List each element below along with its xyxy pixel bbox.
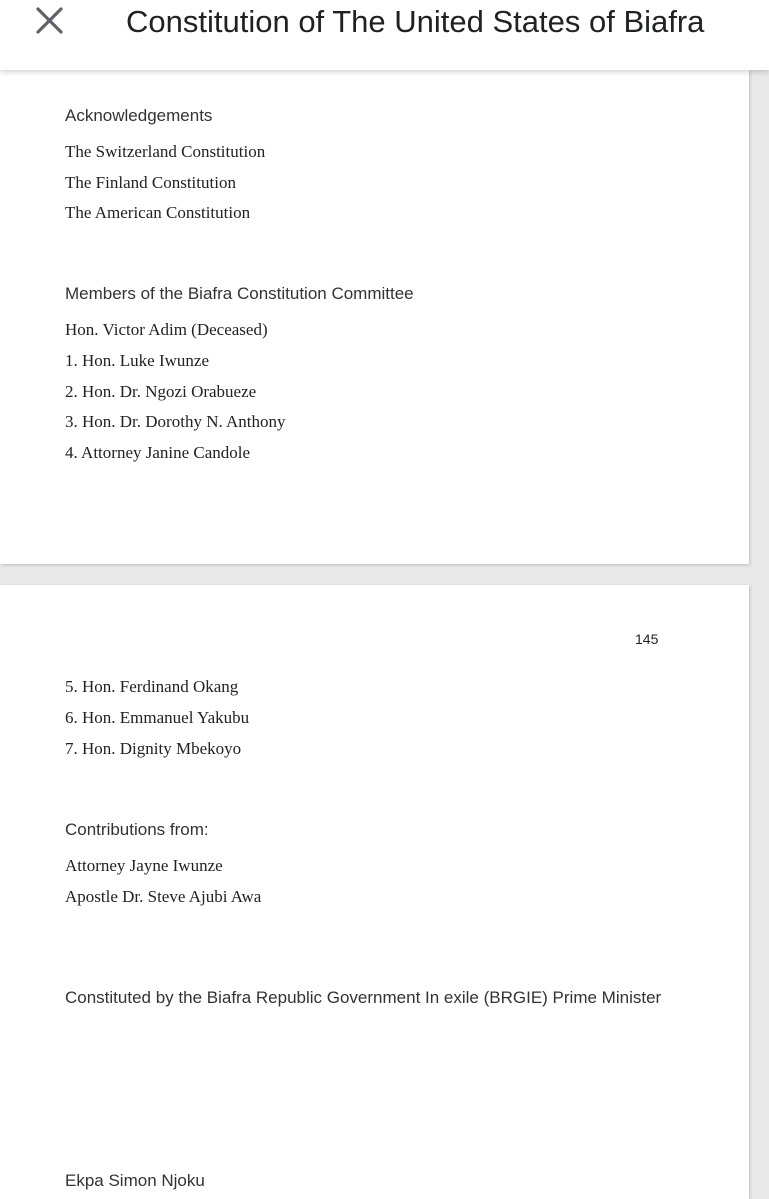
- member-item: 1. Hon. Luke Iwunze: [65, 351, 209, 370]
- member-item: 6. Hon. Emmanuel Yakubu: [65, 708, 250, 727]
- top-bar: [0, 0, 769, 70]
- contributor-item: Attorney Jayne Iwunze: [65, 856, 223, 875]
- member-item: 2. Hon. Dr. Ngozi Orabueze: [65, 382, 257, 401]
- ack-item: The American Constitution: [65, 203, 251, 222]
- ack-item: The Switzerland Constitution: [65, 142, 266, 161]
- document-page-1: [0, 70, 749, 564]
- contributions-heading: Contributions from:: [65, 820, 209, 839]
- constituted-paragraph: Constituted by the Biafra Republic Government In exile (BRGIE) Prime Minister: [65, 988, 662, 1007]
- member-item: 7. Hon. Dignity Mbekoyo: [65, 739, 242, 758]
- contributor-item: Apostle Dr. Steve Ajubi Awa: [65, 887, 262, 906]
- document-page-2: [0, 585, 749, 1199]
- page-number: 145: [635, 631, 659, 647]
- member-item: Hon. Victor Adim (Deceased): [65, 320, 268, 339]
- document-title: Constitution of The United States of Biafra: [126, 4, 705, 39]
- member-item: 4. Attorney Janine Candole: [65, 443, 251, 462]
- acknowledgements-heading: Acknowledgements: [65, 106, 213, 125]
- signatory-name: Ekpa Simon Njoku: [65, 1171, 205, 1190]
- close-button[interactable]: [28, 0, 72, 44]
- members-heading: Members of the Biafra Constitution Committee: [65, 284, 414, 303]
- close-icon: [28, 0, 72, 44]
- member-item: 3. Hon. Dr. Dorothy N. Anthony: [65, 412, 286, 431]
- ack-item: The Finland Constitution: [65, 173, 236, 192]
- member-item: 5. Hon. Ferdinand Okang: [65, 677, 239, 696]
